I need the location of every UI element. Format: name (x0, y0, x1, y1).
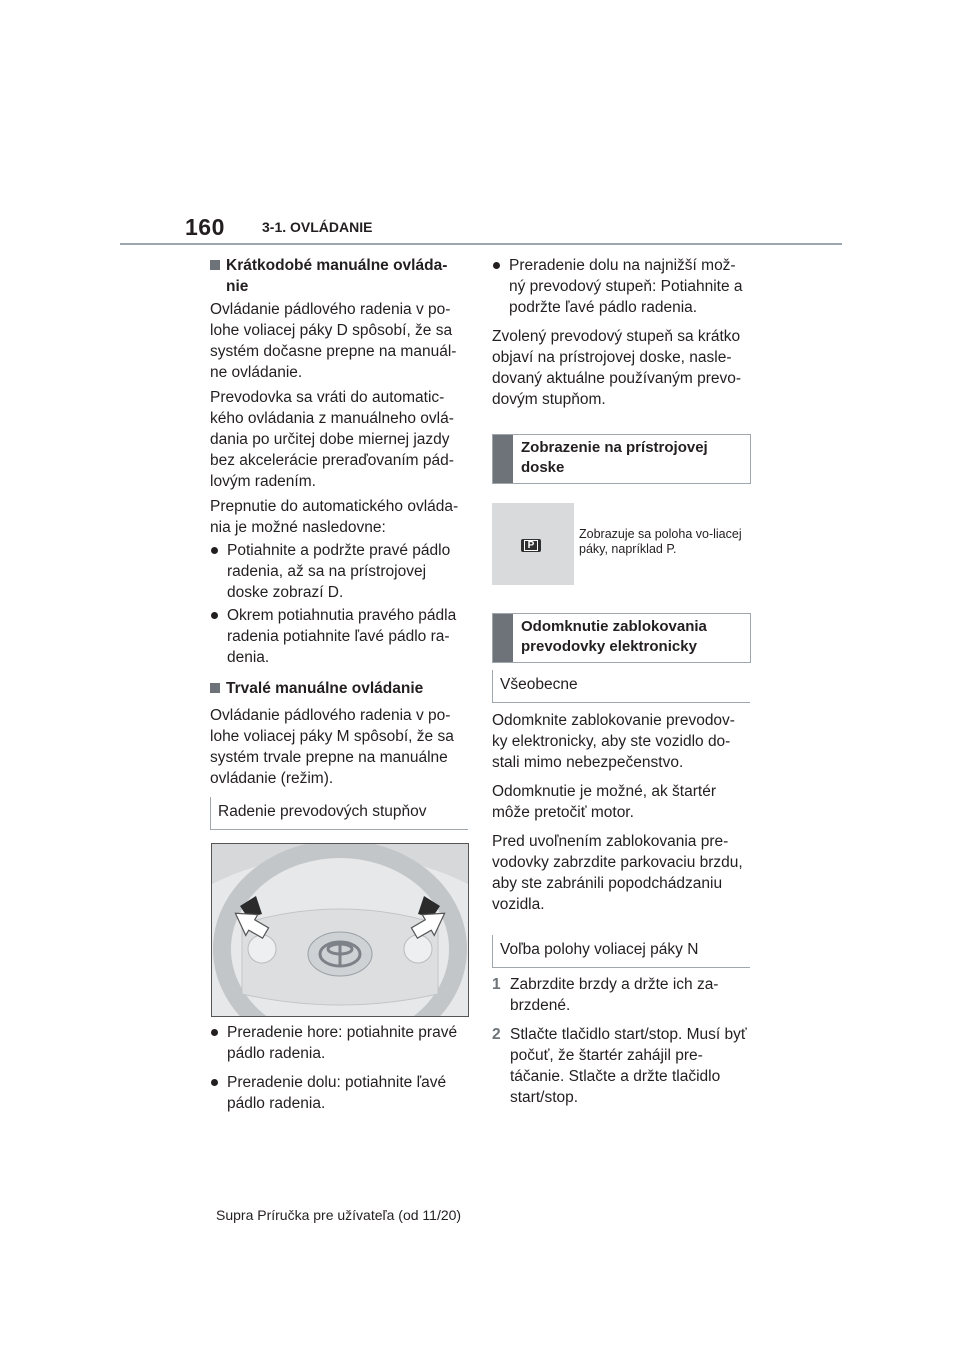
display-symbol-panel (492, 503, 574, 585)
paragraph: Ovládanie pádlového radenia v po-lohe voliacej páky D spôsobí, že sa systém dočasne prepne na manuál-ne ovládanie. (210, 301, 457, 381)
bullet-dot-icon (211, 547, 218, 554)
subsection-label: Radenie prevodových stupňov (210, 797, 468, 830)
header-divider (120, 243, 842, 245)
square-bullet-icon (210, 683, 220, 693)
steps-list (492, 974, 750, 1108)
display-symbol: P (524, 540, 539, 551)
page-number: 160 (185, 214, 225, 240)
heading-text: Odomknutie zablokovania prevodovky elektronicky (521, 618, 707, 655)
paragraph: Ovládanie pádlového radenia v po-lohe voliacej páky M spôsobí, že sa systém trvale prepne na manuálne ovládanie (režim). (210, 707, 454, 787)
info-heading-box (492, 434, 751, 484)
bullet-dot-icon (493, 262, 500, 269)
steering-wheel-image (212, 844, 468, 1016)
left-column (210, 255, 468, 789)
bullet-text: Preradenie hore: potiahnite pravé pádlo radenia. (227, 1024, 458, 1062)
section-heading (210, 678, 468, 699)
step-number: 2 (492, 1026, 501, 1043)
paragraph: Prepnutie do automatického ovláda-nia je možné nasledovne: (210, 498, 459, 536)
section-heading (210, 255, 468, 297)
heading-bar (493, 614, 513, 662)
right-column-middle (492, 710, 750, 915)
left-column-bottom (210, 1022, 468, 1114)
bullet-item (492, 255, 750, 318)
bullet-dot-icon (211, 612, 218, 619)
paragraph: Prevodovka sa vráti do automatic-kého ovládania z manuálneho ovlá-dania po určitej dobe miernej jazdy bez akcelerácie preraďovaním pád-lovým radením. (210, 389, 454, 490)
bullet-text: Preradenie dolu na najnižší mož-ný prevodový stupeň: Potiahnite a podržte ľavé pádlo radenia. (509, 257, 743, 316)
paragraph: Zvolený prevodový stupeň sa krátko objaví na prístrojovej doske, nasle-dovaný aktuálne používaným prevo-dovým stupňom. (492, 328, 742, 408)
step-text: Stlačte tlačidlo start/stop. Musí byť počuť, že štartér zahájil pre-táčanie. Stlačte a držte tlačidlo start/stop. (510, 1026, 747, 1106)
subsection-label: Všeobecne (492, 670, 750, 703)
steering-wheel-illustration (211, 843, 469, 1017)
bullet-text: Preradenie dolu: potiahnite ľavé pádlo radenia. (227, 1074, 447, 1112)
paragraph: Odomknutie je možné, ak štartér môže pretočiť motor. (492, 783, 716, 821)
heading-bar (493, 435, 513, 483)
heading-text: Trvalé manuálne ovládanie (226, 680, 424, 697)
heading-text: Zobrazenie na prístrojovej doske (521, 439, 708, 476)
step-item (492, 974, 750, 1016)
bullet-text: Potiahnite a podržte pravé pádlo radenia, až sa na prístrojovej doske zobrazí D. (227, 542, 451, 601)
paragraph: Odomknite zablokovanie prevodov-ky elektronicky, aby ste vozidlo do-stali mimo nebezpečenstvo. (492, 712, 735, 771)
right-column (492, 255, 750, 410)
bullet-item (210, 1022, 468, 1064)
square-bullet-icon (210, 260, 220, 270)
footer-text: Supra Príručka pre užívateľa (od 11/20) (216, 1207, 462, 1223)
paragraph: Pred uvoľnením zablokovania pre-vodovky zabrzdite parkovaciu brzdu, aby ste zabránili popodchádzaniu vozidla. (492, 833, 743, 913)
gear-display-icon (521, 539, 541, 552)
step-text: Zabrzdite brzdy a držte ich za-brzdené. (510, 976, 719, 1014)
bullet-dot-icon (211, 1029, 218, 1036)
display-caption: Zobrazuje sa poloha vo-liacej páky, napríklad P. (579, 527, 742, 556)
bullet-dot-icon (211, 1079, 218, 1086)
info-heading-box (492, 613, 751, 663)
subsection-label: Voľba polohy voliacej páky N (492, 935, 750, 968)
step-number: 1 (492, 976, 501, 993)
section-title: 3-1. OVLÁDANIE (262, 219, 373, 235)
bullet-text: Okrem potiahnutia pravého pádla radenia potiahnite ľavé pádlo ra-denia. (227, 607, 457, 666)
bullet-item (210, 1072, 468, 1114)
bullet-item (210, 540, 468, 603)
heading-text: Krátkodobé manuálne ovláda-nie (226, 257, 448, 295)
step-item (492, 1024, 750, 1108)
bullet-item (210, 605, 468, 668)
